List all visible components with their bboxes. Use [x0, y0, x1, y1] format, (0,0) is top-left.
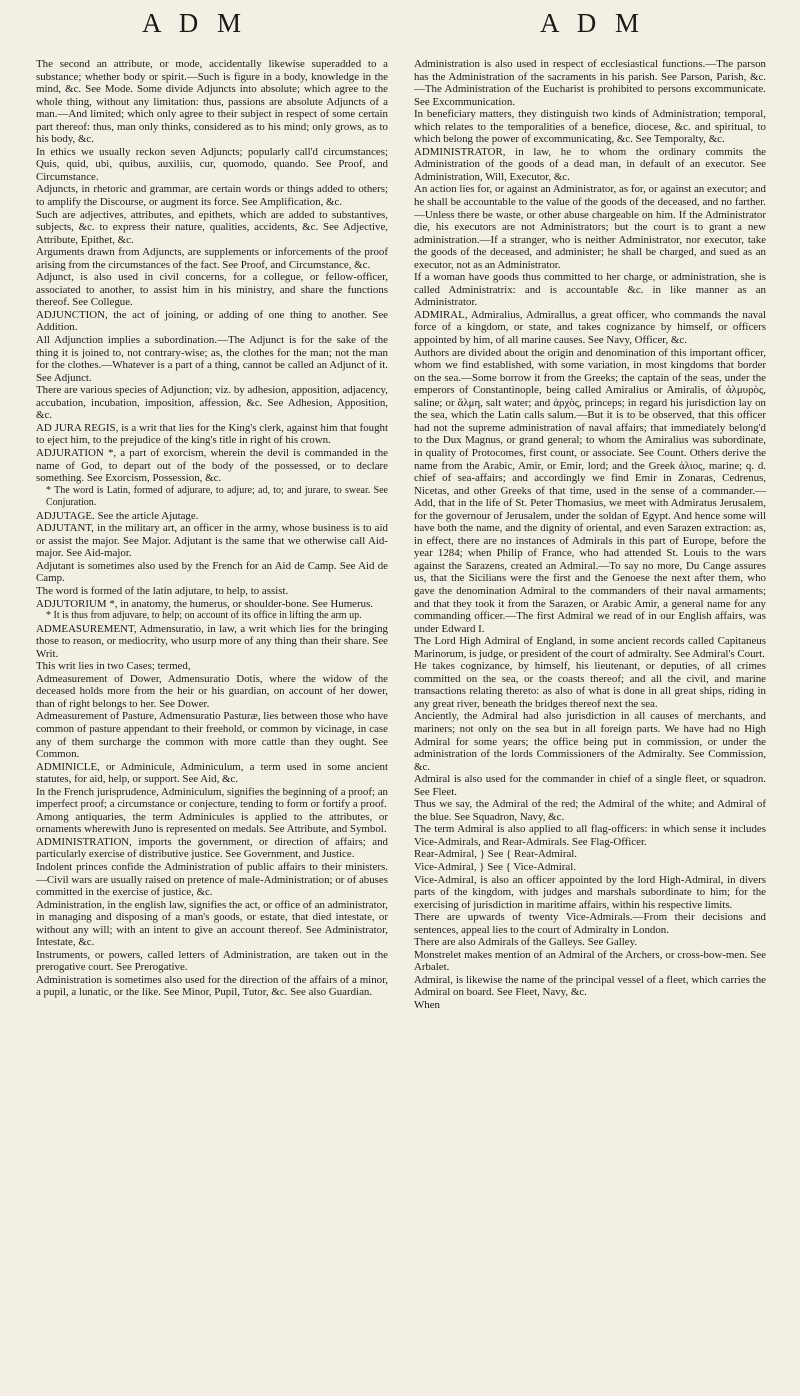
running-head: [0, 8, 800, 52]
entry-paragraph: In ethics we usually reckon seven Adjuncts; popularly call'd circumstances; Quis, quid, ubi, quibus, auxiliis, cur, quomodo, quando. See Proof, and Circumstance.: [36, 145, 388, 183]
entry-paragraph: Anciently, the Admiral had also jurisdiction in all causes of merchants, and mariners; not only on the sea but in all foreign parts. We have had no High Admiral for some years; the office being put in commission, or under the administration of the lords Commissioners of the Admiralty. See Commission, &c.: [414, 710, 766, 773]
entry-paragraph: Instruments, or powers, called letters of Administration, are taken out in the prerogative court. See Prerogative.: [36, 948, 388, 974]
entry-paragraph: Admiral, is likewise the name of the principal vessel of a fleet, which carries the Admiral on board. See Fleet, Navy, &c.: [414, 973, 766, 999]
entry-paragraph: Adjutant is sometimes also used by the French for an Aid de Camp. See Aid de Camp.: [36, 559, 388, 585]
entry-paragraph: Administration, in the english law, signifies the act, or office of an administrator, in managing and disposing of a man's goods, or estate, that died intestate, or without any will; with an intent to give an account thereof. See Administrator, Intestate, &c.: [36, 898, 388, 949]
entry-paragraph: ADJURATION *, a part of exorcism, wherein the devil is commanded in the name of God, to depart out of the body of the possessed, or to declare something. See Exorcism, Possession, &c.: [36, 446, 388, 485]
entry-paragraph: ADJUNCTION, the act of joining, or adding of one thing to another. See Addition.: [36, 308, 388, 334]
entry-paragraph: There are various species of Adjunction; viz. by adhesion, apposition, adjacency, accubation, incubation, imposition, affession, &c. See Adhesion, Apposition, &c.: [36, 384, 388, 422]
entry-paragraph: Vice-Admiral, } See { Vice-Admiral.: [414, 861, 576, 873]
entry-paragraph: ADJUTAGE. See the article Ajutage.: [36, 509, 199, 522]
entry-paragraph: In the French jurisprudence, Adminiculum, signifies the beginning of a proof; an imperfect proof; a circumstance or conjecture, tending to form or fortify a proof.: [36, 785, 388, 811]
entry-paragraph: There are also Admirals of the Galleys. See Galley.: [414, 936, 638, 949]
entry-paragraph: This writ lies in two Cases; termed,: [36, 660, 191, 673]
entry-paragraph: ADMEASUREMENT, Admensuratio, in law, a writ which lies for the bringing those to reason, or mediocrity, who usurp more of any thing than their share. See Writ.: [36, 622, 388, 660]
entry-paragraph: Indolent princes confide the Administration of public affairs to their ministers.—Civil wars are usually raised on pretence of male-Administration; or of abuses committed in the exercise of justice, &c.: [36, 861, 388, 899]
entry-paragraph: ADMINISTRATOR, in law, he to whom the ordinary commits the Administration of the goods of a dead man, in default of an executor. See Administration, Will, Executor, &c.: [414, 145, 766, 183]
entry-paragraph: Administration is also used in respect of ecclesiastical functions.—The parson has the Administration of the sacraments in his parish. See Parson, Parish, &c.—The Administration of the Eucharist is prohibited to persons excommunicate. See Excommunication.: [414, 58, 766, 108]
entry-paragraph: He takes cognizance, by himself, his lieutenant, or deputies, of all crimes committed on the sea, or the coasts thereof; and all the civil, and marine transactions relating thereto: as also of what is done in all great ships, riding in any great river, beneath the bridges thereof next the sea.: [414, 660, 766, 710]
entry-paragraph: An action lies for, or against an Administrator, as for, or against an executor; and he shall be accountable to the value of the goods of the deceased, and no farther.—Unless there be waste, or other abuse chargeable on him. If the Administrator die, his executors are not Administrators; but the court is to grant a new administration.—If a stranger, who is neither Administrator, nor executor, take the goods of the deceased, and administer; he shall be charged, and sued as an executor, not as an Administrator.: [414, 183, 766, 271]
entry-paragraph: Admeasurement of Pasture, Admensuratio Pasturæ, lies between those who have common of pasture appendant to their freehold, or common by vicinage, in case any of them surcharge the common with more cattle than they ought. See Common.: [36, 710, 388, 761]
entry-paragraph: Admiral is also used for the commander in chief of a single fleet, or squadron. See Fleet.: [414, 773, 766, 798]
entry-paragraph: * The word is Latin, formed of adjurare, to adjure; ad, to; and jurare, to swear. See Conjuration.: [46, 484, 388, 509]
running-head-left: A D M: [142, 8, 248, 38]
entry-paragraph: When: [414, 999, 441, 1012]
entry-paragraph: Adjuncts, in rhetoric and grammar, are certain words or things added to others; to amplify the Discourse, or augment its force. See Amplification, &c.: [36, 183, 388, 209]
entry-paragraph: Authors are divided about the origin and denomination of this important officer, whom we find established, with some variation, in most kingdoms that border on the sea.—Some borrow it from the Greeks; the captain of the seas, under the emperors of Constantinople, being called Amiralius or Amiralis, of ἁλμυρὸς, saline; or ἅλμη, salt water; and ἀρχὸς, princeps; in regard his jurisdiction lay on the sea, which the Latin calls salum.—But it is to be observed, that this officer had not the supreme administration of naval affairs; that immediately belong'd to the Dux Magnus, or grand general; to whom the Amiralius was subordinate, in quality of Protocomes, first count, or associate. See Count. Others derive the name from the Arabic, Amir, or Emir, lord; and the Greek ἁλιος, marine; q. d. chief of sea-affairs; and accordingly we find Emir in Zonaras, Cedrenus, Nicetas, and other Greeks of that time, used in the sense of a commander.—Add, that in the life of St. Peter Thomasius, we meet with Admiratus Jerusalem, for the governour of Jerusalem, under the soldan of Egypt. And hence some will have both the name, and the dignity of oriental, and even Sarazen extraction: as, in effect, there are no instances of Admirals in this part of Europe, before the year 1284; when Philip of France, who had attended St. Louis to the wars against the Sarazens, created an Admiral.—To say no more, Du Cange assures us, that the Sicilians were the first and the Genoese the next after them, who gave the denomination Admiral to the commanders of their naval armaments; and that they took it from the Sarazen, or Arabic Amir, a general name for any commanding officer.—The first Admiral we read of in our English affairs, was under Edward I.: [414, 346, 766, 635]
entry-paragraph: Administration is sometimes also used for the direction of the affairs of a minor, a pupil, a lunatic, or the like. See Minor, Pupil, Tutor, &c. See also Guardian.: [36, 973, 388, 999]
entry-paragraph: Such are adjectives, attributes, and epithets, which are added to substantives, subjects, &c. to express their nature, qualities, accidents, &c. See Adjective, Attribute, Epithet, &c.: [36, 208, 388, 246]
entry-paragraph: Monstrelet makes mention of an Admiral of the Archers, or cross-bow-men. See Arbalet.: [414, 948, 766, 974]
entry-paragraph: In beneficiary matters, they distinguish two kinds of Administration; temporal, which relates to the temporalities of a benefice, diocese, &c. and spiritual, to which belong the power of excommunicating, &c. See Temporalty, &c.: [414, 108, 766, 146]
entry-paragraph: AD JURA REGIS, is a writ that lies for the King's clerk, against him that fought to eject him, to the prejudice of the king's title in right of his crown.: [36, 421, 388, 447]
entry-paragraph: ADMINICLE, or Adminicule, Adminiculum, a term used in some ancient statutes, for aid, help, or support. See Aid, &c.: [36, 760, 388, 786]
entry-paragraph: The Lord High Admiral of England, in some ancient records called Capitaneus Marinorum, is judge, or president of the court of admiralty. See Admiral's Court.: [414, 635, 766, 660]
entry-paragraph: ADMIRAL, Admiralius, Admirallus, a great officer, who commands the naval force of a kingdom, or state, and takes cognizance by himself, or officers appointed by him, of all marine causes. See Navy, Officer, &c.: [414, 308, 766, 347]
running-head-right: A D M: [540, 8, 646, 38]
entry-paragraph: ADMINISTRATION, imports the government, or direction of affairs; and particularly exercise of distributive justice. See Government, and Justice.: [36, 835, 388, 861]
entry-paragraph: Vice-Admiral, is also an officer appointed by the lord High-Admiral, in divers parts of the kingdom, with judges and marshals subordinate to him; for the exercising of jurisdiction in maritime affairs, within his respective limits.: [414, 873, 766, 911]
entry-paragraph: ADJUTANT, in the military art, an officer in the army, whose business is to aid or assist the major. See Major. Adjutant is the same that we otherwise call Aid-major. See Aid-major.: [36, 522, 388, 560]
entry-paragraph: Rear-Admiral, } See { Rear-Admiral.: [414, 848, 578, 861]
entry-paragraph: * It is thus from adjuvare, to help; on account of its office in lifting the arm up.: [46, 610, 362, 622]
right-column: [414, 58, 766, 1012]
entry-paragraph: Among antiquaries, the term Adminicules is applied to the attributes, or ornaments wherewith Juno is represented on medals. See Attribute, and Symbol.: [36, 810, 388, 836]
entry-paragraph: There are upwards of twenty Vice-Admirals.—From their decisions and sentences, appeal lies to the court of Admiralty in London.: [414, 911, 766, 936]
entry-paragraph: Arguments drawn from Adjuncts, are supplements or inforcements of the proof arising from the circumstances of the fact. See Proof, and Circumstance, &c.: [36, 246, 388, 271]
entry-paragraph: Admeasurement of Dower, Admensuratio Dotis, where the widow of the deceased holds more from the heir or his guardian, on account of her dower, than of right belongs to her. See Dower.: [36, 672, 388, 710]
entry-paragraph: The word is formed of the latin adjutare, to help, to assist.: [36, 584, 289, 597]
entry-paragraph: ADJUTORIUM *, in anatomy, the humerus, or shoulder-bone. See Humerus.: [36, 597, 374, 610]
left-column: [36, 58, 388, 999]
entry-paragraph: If a woman have goods thus committed to her charge, or administration, she is called Administratrix: and is accountable &c. in like manner as an Administrator.: [414, 271, 766, 309]
entry-paragraph: Thus we say, the Admiral of the red; the Admiral of the white; and Admiral of the blue. See Squadron, Navy, &c.: [414, 798, 766, 823]
entry-paragraph: The second an attribute, or mode, accidentally likewise superadded to a substance; whether body or spirit.—Such is figure in a body, knowledge in the mind, &c. See Mode. Some divide Adjuncts into absolute; which agree to the whole thing, without any limitation: thus, passions are absolute Adjuncts of a man.—And limited; which only agree to their subject in respect of some certain part thereof: thus, man only thinks, considered as to his mind; only grows, as to his body, &c.: [36, 58, 388, 146]
entry-paragraph: Adjunct, is also used in civil concerns, for a collegue, or fellow-officer, associated to another, to assist him in his ministry, and share the functions thereof. See Collegue.: [36, 271, 388, 309]
entry-paragraph: All Adjunction implies a subordination.—The Adjunct is for the sake of the thing it is joined to, not contrary-wise; as, the clothes for the man; not the man for the clothes.—Whatever is a part of a thing, cannot be called an Adjunct of it. See Adjunct.: [36, 334, 388, 384]
entry-paragraph: The term Admiral is also applied to all flag-officers: in which sense it includes Vice-Admirals, and Rear-Admirals. See Flag-Officer.: [414, 823, 766, 848]
